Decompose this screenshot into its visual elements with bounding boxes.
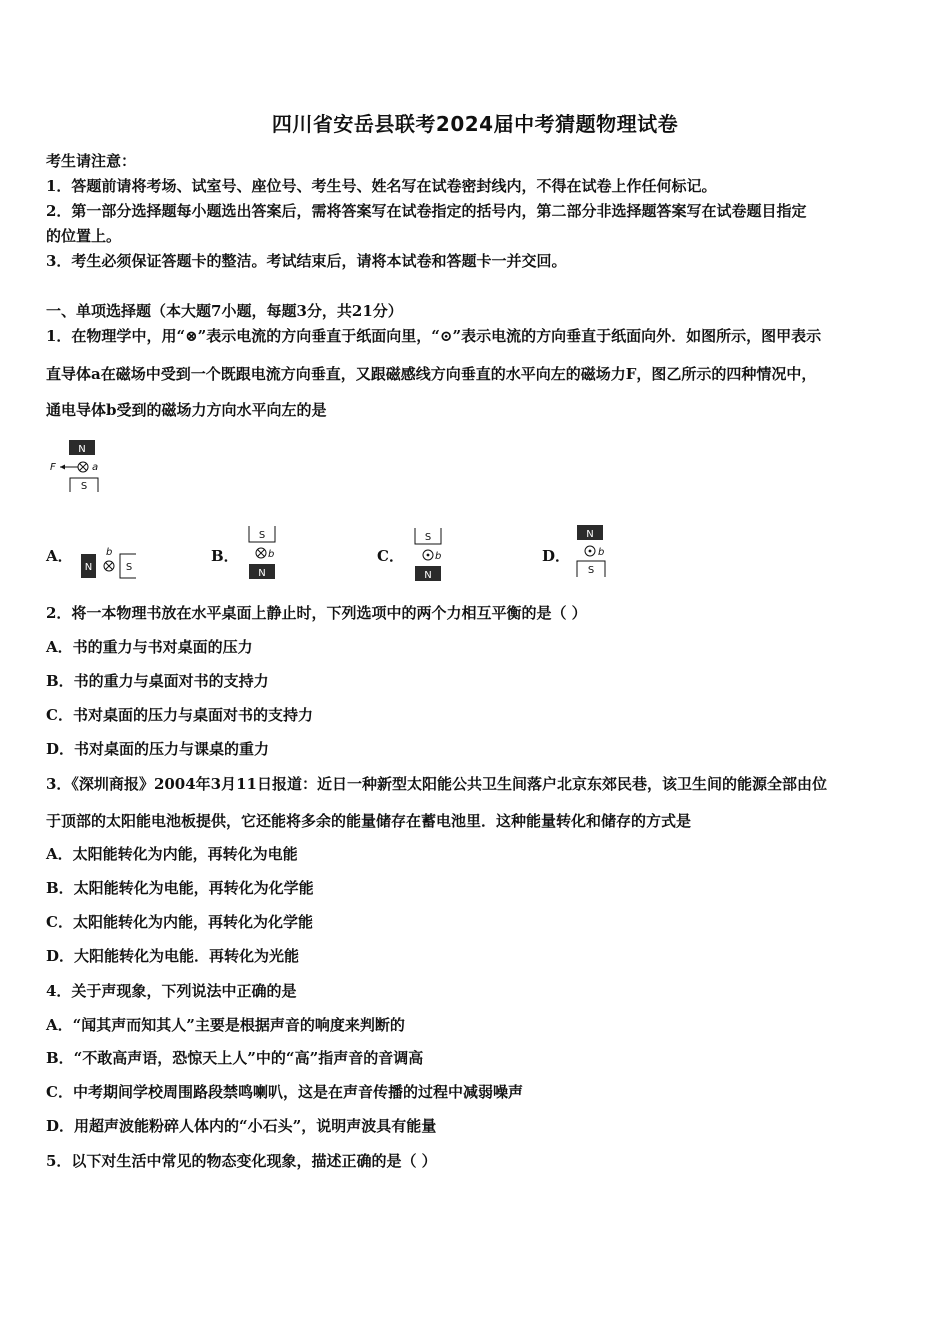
q1-stem-line: 直导体a在磁场中受到一个既跟电流方向垂直，又跟磁感线方向垂直的水平向左的磁场力F，图乙所示的四种情况中， xyxy=(46,365,817,383)
wire-label: b xyxy=(268,549,275,560)
q1-option-c-label[interactable]: C． xyxy=(377,547,404,565)
q5-stem: 5．以下对生活中常见的物态变化现象，描述正确的是（ ） xyxy=(46,1152,437,1170)
wire-label: a xyxy=(92,462,99,473)
q1-stem-line: 通电导体b受到的磁场力方向水平向左的是 xyxy=(46,401,327,419)
q4-stem: 4．关于声现象，下列说法中正确的是 xyxy=(46,982,297,1000)
force-arrowhead xyxy=(60,465,65,470)
q1-stem-line: 1．在物理学中，用“⊗”表示电流的方向垂直于纸面向里，“⊙”表示电流的方向垂直于纸面向外．如图所示，图甲表示 xyxy=(46,327,822,345)
q3-stem-line: 3．《深圳商报》2004年3月11日报道：近日一种新型太阳能公共卫生间落户北京东郊民巷，该卫生间的能源全部由位 xyxy=(46,775,828,793)
q1-option-d-label[interactable]: D． xyxy=(542,547,571,565)
q2-stem: 2．将一本物理书放在水平桌面上静止时，下列选项中的两个力相互平衡的是（ ） xyxy=(46,604,587,622)
north-pole-label: N xyxy=(78,444,86,455)
q1-option-a-figure[interactable] xyxy=(78,544,140,580)
q3-option-c[interactable]: C．太阳能转化为内能，再转化为化学能 xyxy=(46,913,313,931)
section-heading: 一、单项选择题（本大题7小题，每题3分，共21分） xyxy=(46,302,403,320)
notice-item: 3．考生必须保证答题卡的整洁。考试结束后，请将本试卷和答题卡一并交回。 xyxy=(46,252,567,270)
south-pole-label: S xyxy=(587,565,595,576)
north-pole-label: N xyxy=(586,529,594,540)
q3-stem-line: 于顶部的太阳能电池板提供，它还能将多余的能量储存在蓄电池里．这种能量转化和储存的方式是 xyxy=(46,812,692,830)
notice-heading: 考生请注意： xyxy=(46,152,137,170)
notice-item: 1．答题前请将考场、试室号、座位号、考生号、姓名写在试卷密封线内，不得在试卷上作任何标记。 xyxy=(46,177,717,195)
notice-item: 的位置上。 xyxy=(46,227,122,245)
north-pole-label: N xyxy=(258,568,266,579)
wire-label: b xyxy=(106,547,113,558)
notice-item: 2．第一部分选择题每小题选出答案后，需将答案写在试卷指定的括号内，第二部分非选择题答案写在试卷题目指定 xyxy=(46,202,807,220)
q2-option-d[interactable]: D．书对桌面的压力与课桌的重力 xyxy=(46,740,270,758)
q2-option-c[interactable]: C．书对桌面的压力与桌面对书的支持力 xyxy=(46,706,313,724)
q3-option-d[interactable]: D．大阳能转化为电能．再转化为光能 xyxy=(46,947,300,965)
q1-option-d-figure[interactable] xyxy=(572,522,616,580)
q4-option-b[interactable]: B．“不敢高声语，恐惊天上人”中的“高”指声音的音调高 xyxy=(46,1049,424,1067)
south-pole-label: S xyxy=(258,530,266,541)
q2-option-b[interactable]: B．书的重力与桌面对书的支持力 xyxy=(46,672,269,690)
q1-option-a-label[interactable]: A． xyxy=(46,547,73,565)
south-pole-label: S xyxy=(80,481,88,492)
q1-option-c-figure[interactable] xyxy=(410,526,450,584)
q1-option-b-figure[interactable] xyxy=(244,524,284,582)
q1-option-b-label[interactable]: B． xyxy=(211,547,239,565)
q4-option-a[interactable]: A．“闻其声而知其人”主要是根据声音的响度来判断的 xyxy=(46,1016,405,1034)
south-pole-label: S xyxy=(125,562,133,573)
q1-main-figure xyxy=(46,438,116,496)
south-pole-label: S xyxy=(424,532,432,543)
q3-option-b[interactable]: B．太阳能转化为电能，再转化为化学能 xyxy=(46,879,314,897)
wire-label: b xyxy=(598,547,605,558)
q3-option-a[interactable]: A．太阳能转化为内能，再转化为电能 xyxy=(46,845,298,863)
q4-option-c[interactable]: C．中考期间学校周围路段禁鸣喇叭，这是在声音传播的过程中减弱噪声 xyxy=(46,1083,523,1101)
north-pole-label: N xyxy=(84,562,93,573)
force-label: F xyxy=(50,462,56,473)
wire-label: b xyxy=(435,551,442,562)
page-title: 四川省安岳县联考2024届中考猜题物理试卷 xyxy=(271,112,679,136)
north-pole-label: N xyxy=(424,570,432,581)
q2-option-a[interactable]: A．书的重力与书对桌面的压力 xyxy=(46,638,253,656)
q4-option-d[interactable]: D．用超声波能粉碎人体内的“小石头”，说明声波具有能量 xyxy=(46,1117,437,1135)
